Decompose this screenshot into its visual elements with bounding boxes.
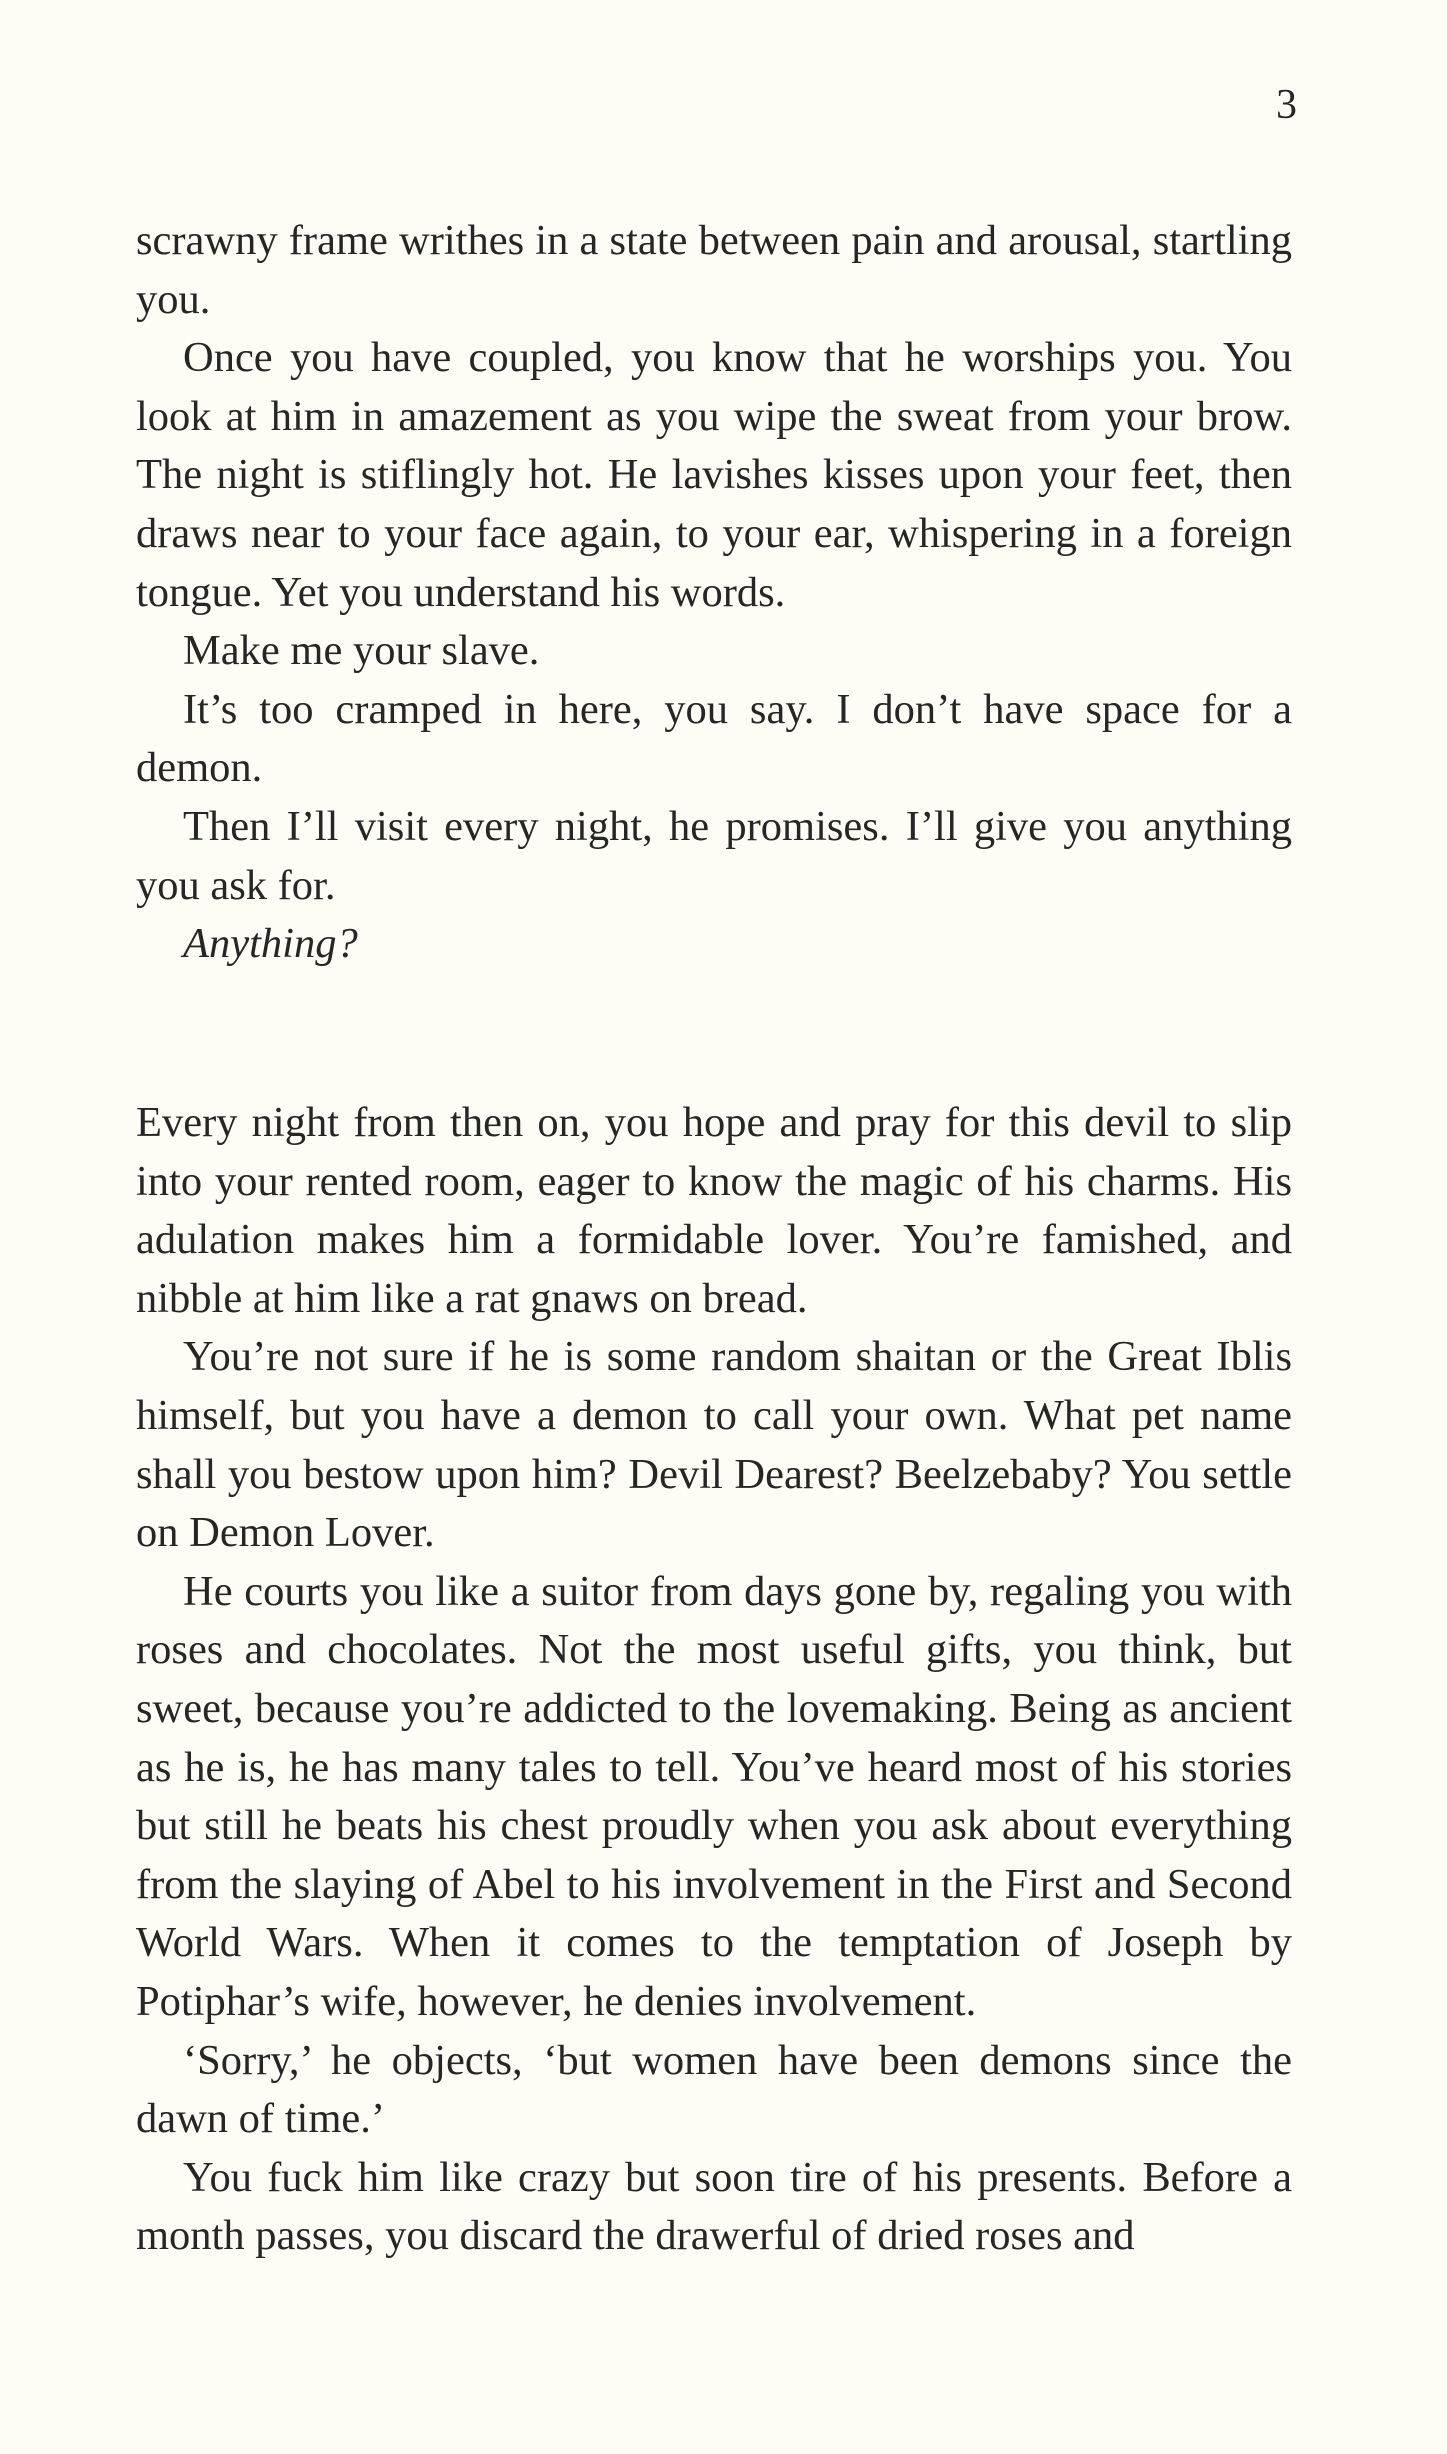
paragraph: ‘Sorry,’ he objects, ‘but women have been demons since the dawn of time.’: [136, 2036, 1292, 2143]
paragraph: He courts you like a suitor from days gone by, regaling you with roses and chocolates. Not the most useful gifts, you think, but sweet, because you’re addicted to the lovemaking. Being as ancient as he is, he has many tales to tell. You’ve heard most of his stories but still he beats his chest proudly when you ask about everything from the slaying of Abel to his involvement in the First and Second World Wars. When it comes to the temptation of Joseph by Potiphar’s wife, however, he denies involvement.: [136, 1567, 1292, 2025]
text-block-continued: [136, 212, 1292, 974]
paragraph: Make me your slave.: [183, 627, 540, 675]
text-block-new-section: [136, 1094, 1292, 2266]
paragraph: scrawny frame writhes in a state between pain and arousal, startling you.: [136, 217, 1292, 323]
paragraph: You’re not sure if he is some random shaitan or the Great Iblis himself, but you have a demon to call your own. What pet name shall you bestow upon him? Devil Dearest? Beelzebaby? You settle on Demon Lover.: [136, 1333, 1292, 1557]
paragraph: Once you have coupled, you know that he worships you. You look at him in amazement as you wipe the sweat from your brow. The night is stiflingly hot. He lavishes kisses upon your feet, then draws near to your face again, to your ear, whispering in a foreign tongue. Yet you understand his words.: [136, 334, 1292, 616]
paragraph: Every night from then on, you hope and pray for this devil to slip into your rented room, eager to know the magic of his charms. His adulation makes him a formidable lover. You’re famished, and nibble at him like a rat gnaws on bread.: [136, 1099, 1292, 1322]
paragraph: Then I’ll visit every night, he promises. I’ll give you anything you ask for.: [136, 802, 1292, 909]
paragraph-italic: Anything?: [183, 920, 358, 968]
page-number: 3: [1276, 82, 1297, 128]
paragraph: You fuck him like crazy but soon tire of his presents. Before a month passes, you discard the drawerful of dried roses and: [136, 2153, 1292, 2260]
paragraph: It’s too cramped in here, you say. I don’t have space for a demon.: [136, 685, 1292, 792]
